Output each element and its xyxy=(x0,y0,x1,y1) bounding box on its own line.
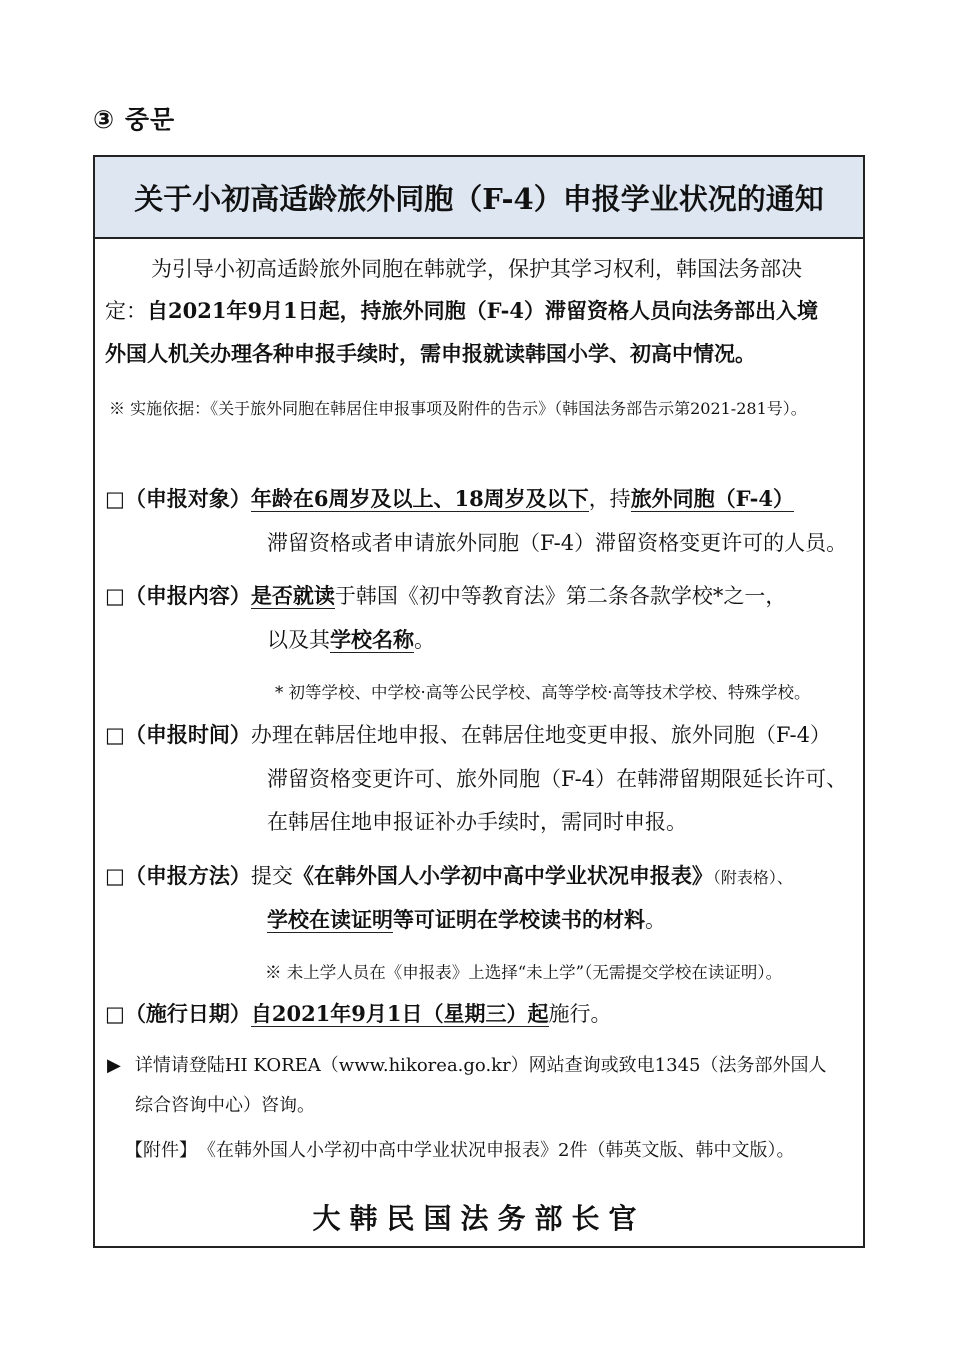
target-status: 旅外同胞（F-4） xyxy=(630,486,794,511)
contact-text-1: 详情请登陆HI KOREA（www.hikorea.go.kr）网站查询或致电1345（法务部外国人 xyxy=(134,1055,827,1076)
attachment-text: 《在韩外国人小学初中高中学业状况申报表》2件（韩英文版、韩中文版）。 xyxy=(207,1140,795,1161)
date-line-suffix: 施行。 xyxy=(548,1002,612,1026)
intro-line-2-bold: 自2021年9月1日起，持旅外同胞（F-4）滞留资格人员向法务部出入境 xyxy=(147,298,818,323)
legal-basis: ※ 实施依据：《关于旅外同胞在韩居住申报事项及附件的告示》（韩国法务部告示第2021-281号）。 xyxy=(109,399,807,418)
content-line-2-prefix: 以及其 xyxy=(267,628,330,652)
target-age: 年龄在6周岁及以上、18周岁及以下 xyxy=(250,486,589,511)
content-line-2-suffix: 。 xyxy=(414,628,435,652)
checkbox-icon: □ xyxy=(105,487,125,511)
method-form-name: 《在韩外国人小学初中高中学业状况申报表》 xyxy=(292,863,713,888)
not-enrolled-note: ※ 未上学人员在《申报表》上选择“未上学”（无需提交学校在读证明）。 xyxy=(265,963,783,982)
section-content xyxy=(105,582,786,610)
section-time-label: （申报时间） xyxy=(124,722,251,747)
school-types-note: * 初等学校、中学校·高等公民学校、高等学校·高等技术学校、特殊学校。 xyxy=(275,683,811,702)
attachment-line xyxy=(125,1137,794,1165)
date-effective: 自2021年9月1日（星期三）起 xyxy=(250,1001,549,1026)
section-target-line-2: 滞留资格或者申请旅外同胞（F-4）滞留资格变更许可的人员。 xyxy=(267,531,848,555)
section-method xyxy=(105,862,793,892)
triangle-bullet-icon: ▶ xyxy=(107,1055,121,1076)
attachment-tag: 【附件】 xyxy=(125,1140,197,1161)
contact-line-2: 综合咨询中心）咨询。 xyxy=(135,1095,315,1116)
intro-line-2 xyxy=(105,297,818,325)
section-content-label: （申报内容） xyxy=(124,583,251,608)
section-time xyxy=(105,721,831,749)
signature: 大韩民国法务部长官 xyxy=(312,1202,646,1235)
time-line-1: 办理在韩居住地申报、在韩居住地变更申报、旅外同胞（F-4） xyxy=(250,723,831,747)
content-enrolled: 是否就读 xyxy=(250,583,335,608)
section-target-label: （申报对象） xyxy=(124,486,251,511)
page-heading: ③ 중문 xyxy=(93,105,176,134)
notice-title: 关于小初高适龄旅外同胞（F-4）申报学业状况的通知 xyxy=(95,157,863,239)
intro-line-3: 外国人机关办理各种申报手续时，需申报就读韩国小学、初高中情况。 xyxy=(105,341,756,366)
content-school-name: 学校名称 xyxy=(330,627,414,652)
method-attached-form: （附表格）、 xyxy=(712,868,793,887)
checkbox-icon: □ xyxy=(105,1002,125,1026)
checkbox-icon: □ xyxy=(105,723,125,747)
target-joiner: ，持 xyxy=(588,487,631,511)
section-target xyxy=(105,485,794,513)
section-date-label: （施行日期） xyxy=(124,1001,251,1026)
checkbox-icon: □ xyxy=(105,584,125,608)
section-method-line-2 xyxy=(267,906,666,934)
section-date xyxy=(105,1000,612,1028)
section-time-line-2: 滞留资格变更许可、旅外同胞（F-4）在韩滞留期限延长许可、 xyxy=(267,767,848,791)
method-enrollment-cert: 学校在读证明 xyxy=(267,907,393,932)
notice-box xyxy=(93,155,865,1248)
contact-line-1 xyxy=(107,1052,826,1080)
section-content-line-2 xyxy=(267,626,435,654)
method-line-2-suffix: 。 xyxy=(645,908,666,932)
checkbox-icon: □ xyxy=(105,864,125,888)
method-submit: 提交 xyxy=(250,864,293,888)
intro-line-2-prefix: 定： xyxy=(105,299,147,323)
intro-line-1: 为引导小初高适龄旅外同胞在韩就学，保护其学习权利，韩国法务部决 xyxy=(151,257,802,281)
method-proof-docs: 等可证明在学校读书的材料 xyxy=(393,907,645,932)
content-line-1-rest: 于韩国《初中等教育法》第二条各款学校*之一， xyxy=(334,584,787,608)
section-method-label: （申报方法） xyxy=(124,863,251,888)
section-time-line-3: 在韩居住地申报证补办手续时，需同时申报。 xyxy=(267,810,687,834)
